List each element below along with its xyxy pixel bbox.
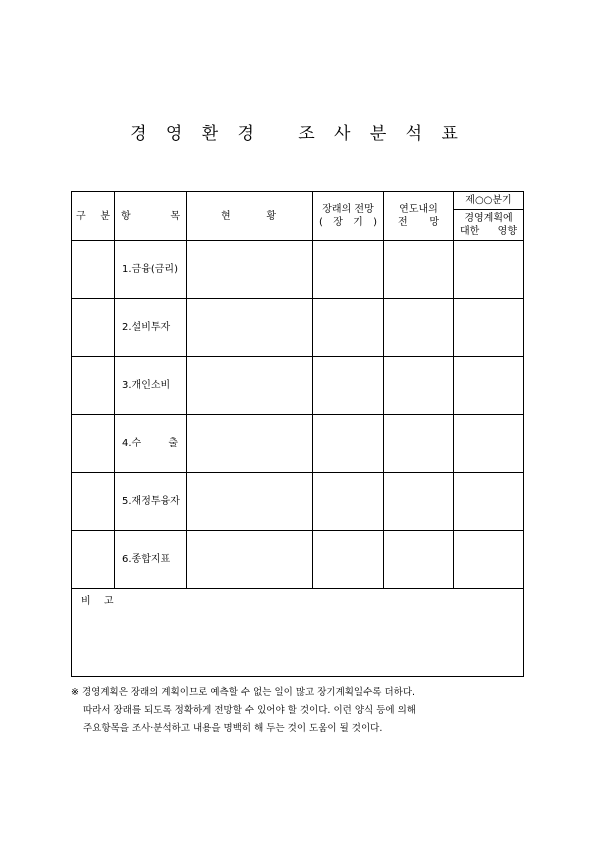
current-cell[interactable] [187, 299, 313, 357]
table-row [72, 415, 524, 473]
long-term-cell[interactable] [313, 357, 384, 415]
category-cell[interactable] [72, 357, 115, 415]
current-cell[interactable] [187, 531, 313, 589]
yearly-cell[interactable] [384, 299, 454, 357]
header-category: 구 분 [72, 192, 115, 241]
impact-cell[interactable] [454, 357, 524, 415]
current-cell[interactable] [187, 357, 313, 415]
footnote-line: 주요항목을 조사·분석하고 내용을 명백히 해 두는 것이 도움이 될 것이다. [83, 723, 383, 734]
category-cell[interactable] [72, 473, 115, 531]
category-cell[interactable] [72, 415, 115, 473]
current-cell[interactable] [187, 241, 313, 299]
impact-cell[interactable] [454, 241, 524, 299]
impact-cell[interactable] [454, 415, 524, 473]
category-cell[interactable] [72, 299, 115, 357]
yearly-cell[interactable] [384, 241, 454, 299]
remarks-field[interactable] [72, 589, 524, 677]
header-quarter: 제○○분기 [454, 192, 524, 210]
long-term-cell[interactable] [313, 531, 384, 589]
impact-cell[interactable] [454, 299, 524, 357]
long-term-cell[interactable] [313, 241, 384, 299]
item-label: 5.재정투융자 [115, 473, 187, 531]
item-label: 6.종합지표 [115, 531, 187, 589]
header-long-term-outlook: 장래의 전망 ( 장 기 ) [313, 192, 384, 241]
header-item: 항 목 [115, 192, 187, 241]
yearly-cell[interactable] [384, 357, 454, 415]
long-term-cell[interactable] [313, 415, 384, 473]
impact-cell[interactable] [454, 531, 524, 589]
current-cell[interactable] [187, 473, 313, 531]
item-label: 3.개인소비 [115, 357, 187, 415]
header-yearly-outlook: 연도내의 전 망 [384, 192, 454, 241]
table-row [72, 241, 524, 299]
table-row [72, 531, 524, 589]
category-cell[interactable] [72, 531, 115, 589]
table-row [72, 357, 524, 415]
impact-cell[interactable] [454, 473, 524, 531]
table-row [72, 299, 524, 357]
footnote-line: 따라서 장래를 되도록 정확하게 전망할 수 있어야 할 것이다. 이런 양식 등에 의해 [83, 705, 416, 716]
long-term-cell[interactable] [313, 473, 384, 531]
footnote-line: ※ 경영계획은 장래의 계획이므로 예측할 수 없는 일이 많고 장기계획일수록 더하다. [71, 687, 416, 698]
item-label: 1.금융(금리) [115, 241, 187, 299]
document-title: 경 영 환 경 조 사 분 석 표 [130, 124, 465, 144]
analysis-table [71, 191, 524, 677]
item-label: 4.수 출 [115, 415, 187, 473]
footnote [71, 684, 529, 738]
table-row [72, 473, 524, 531]
item-label: 2.설비투자 [115, 299, 187, 357]
current-cell[interactable] [187, 415, 313, 473]
yearly-cell[interactable] [384, 531, 454, 589]
yearly-cell[interactable] [384, 415, 454, 473]
category-cell[interactable] [72, 241, 115, 299]
header-current: 현 황 [187, 192, 313, 241]
long-term-cell[interactable] [313, 299, 384, 357]
yearly-cell[interactable] [384, 473, 454, 531]
header-plan-impact: 경영계획에 대한 영향 [454, 210, 524, 241]
remarks-label: 비 고 [81, 596, 119, 607]
